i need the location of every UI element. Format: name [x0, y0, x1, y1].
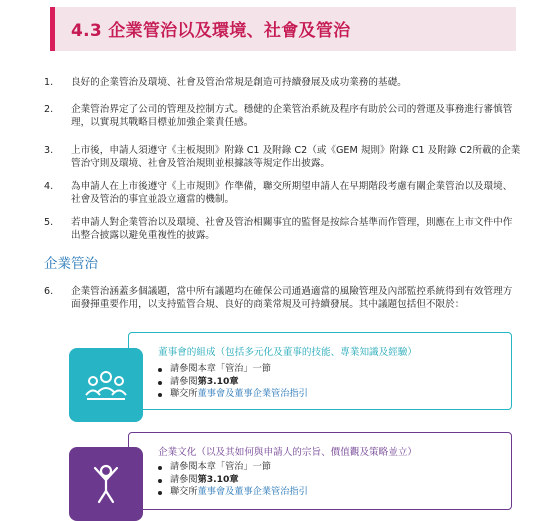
- bullet-item: [156, 474, 308, 487]
- paragraph-text: 企業管治涵蓋多個議題，當中所有議題均在確保公司通過適當的風險管理及內部監控系統得到有效管理方面發揮重要作用，以支持監管合規、良好的商業常規及可持續發展。其中議題包括但不限於：: [71, 286, 513, 310]
- bullet-text: 請參閱本章「管治」一節: [170, 363, 272, 374]
- bullet-text: 聯交所: [170, 486, 198, 497]
- paragraph-number: 2.: [44, 104, 54, 115]
- bullet-item: [156, 486, 308, 499]
- paragraph-text: 上市後，申請人須遵守《主板規則》附錄 C1 及附錄 C2（或《GEM 規則》附錄 C1 及附錄 C2所載的企業管治守則及環境、社會及管治規則並根據該等規定作出披露。: [71, 145, 521, 169]
- paragraph-number: 1.: [44, 77, 54, 88]
- card-bullet-list: [156, 363, 308, 401]
- paragraph-number: 3.: [44, 145, 54, 156]
- chapter-reference: 第3.10章: [197, 473, 239, 485]
- card-title: 企業文化（以及其如何與申請人的宗旨、價值觀及策略並立）: [158, 447, 418, 458]
- chapter-reference: 第3.10章: [197, 375, 239, 387]
- bullet-item: [156, 388, 308, 401]
- person-celebrating-icon: [69, 447, 143, 521]
- bullet-text: 請參閱本章「管治」一節: [170, 461, 272, 472]
- paragraph-number: 4.: [44, 181, 54, 192]
- paragraph-number: 6.: [44, 286, 54, 297]
- card-title: 董事會的組成（包括多元化及董事的技能、專業知識及經驗）: [158, 347, 418, 358]
- bullet-item: [156, 363, 308, 376]
- guide-link[interactable]: 董事會及董事企業管治指引: [197, 388, 308, 399]
- people-group-icon: [69, 348, 143, 422]
- paragraph-text: 若申請人對企業管治以及環境、社會及管治相關事宜的監督是按綜合基準而作管理，則應在上市文件中作出整合披露以避免重複性的披露。: [71, 217, 513, 241]
- paragraph-number: 5.: [44, 217, 54, 228]
- bullet-text: 聯交所: [170, 388, 198, 399]
- bullet-item: [156, 461, 308, 474]
- header-accent-bar: [50, 7, 55, 51]
- paragraph-text: 為申請人在上市後遵守《上市規則》作準備，聯交所期望申請人在早期階段考慮有關企業管治以及環境、社會及管治的事宜並設立適當的機制。: [71, 181, 513, 205]
- guide-link[interactable]: 董事會及董事企業管治指引: [197, 486, 308, 497]
- page-title: 4.3 企業管治以及環境、社會及管治: [71, 21, 351, 41]
- paragraph-text: 企業管治界定了公司的管理及控制方式。穩健的企業管治系統及程序有助於公司的營運及事務進行審慎管理，以實現其戰略目標並加強企業責任感。: [71, 104, 513, 128]
- bullet-text: 請參閱: [170, 473, 198, 485]
- paragraph-text: 良好的企業管治及環境、社會及管治常規是創造可持續發展及成功業務的基礎。: [71, 77, 407, 88]
- card-bullet-list: [156, 461, 308, 499]
- bullet-item: [156, 376, 308, 389]
- section-title: 企業管治: [44, 256, 98, 272]
- bullet-text: 請參閱: [170, 375, 198, 387]
